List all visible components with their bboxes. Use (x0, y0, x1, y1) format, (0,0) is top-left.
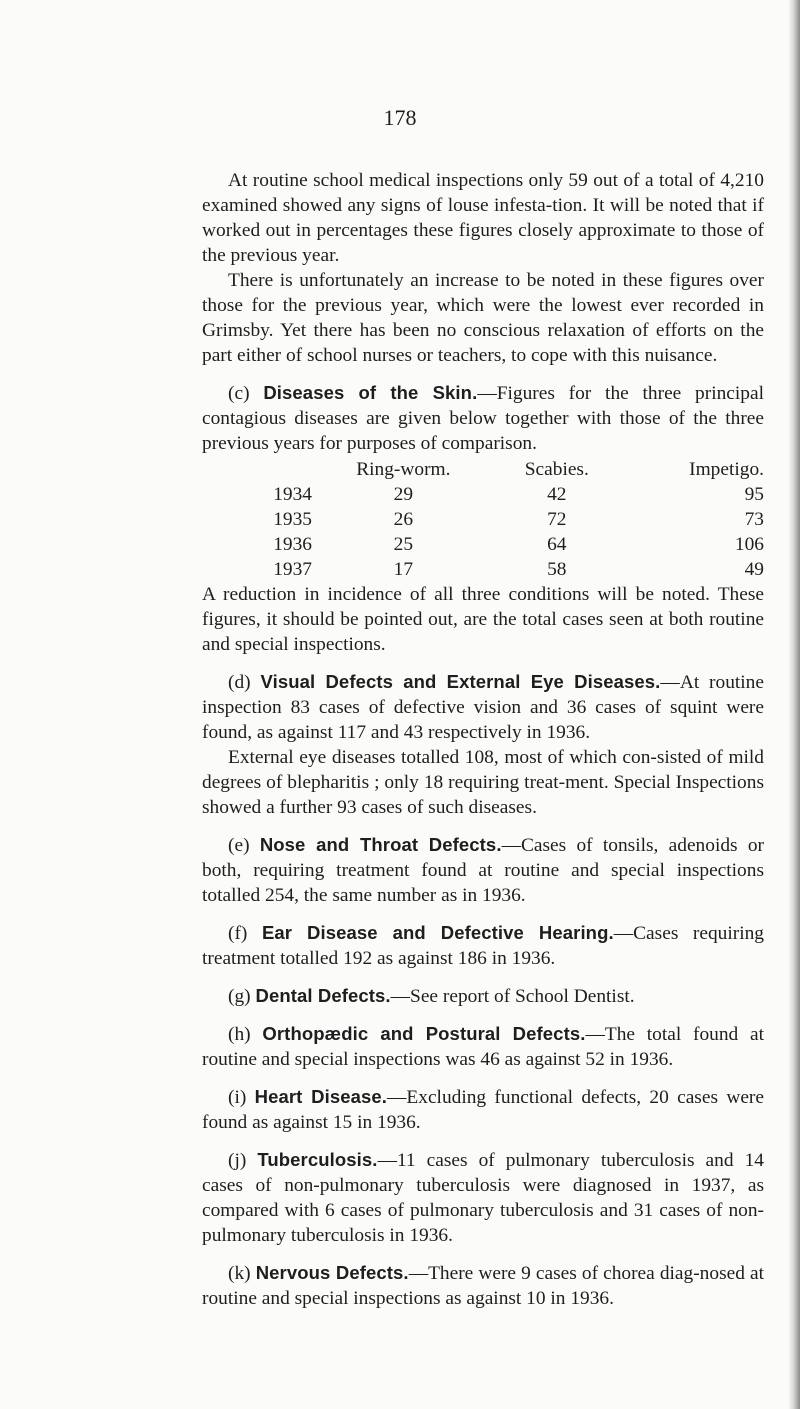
section-nose-throat (202, 832, 764, 908)
section-heading-heart: Heart Disease. (254, 1086, 388, 1107)
section-heading-nose: Nose and Throat Defects. (259, 834, 502, 855)
table-header-row (202, 457, 764, 482)
section-label: (e) (228, 835, 250, 856)
table-row (202, 557, 764, 582)
section-text: —See report of School Dentist. (390, 986, 635, 1007)
section-heart-disease (202, 1084, 764, 1135)
section-orthopaedic (202, 1021, 764, 1072)
section-label: (h) (228, 1024, 251, 1045)
paragraph-external-eye: External eye diseases totalled 108, most of which con-sisted of mild degrees of blepharitis ; only 18 requiring treat-ment. Special Inspections showed a further 93 cases of such diseases. (202, 747, 764, 818)
section-label: (i) (228, 1087, 247, 1108)
section-heading-tb: Tuberculosis. (257, 1149, 378, 1170)
table-header-scabies: Scabies. (524, 459, 589, 480)
table-cell-ringworm: 17 (393, 559, 414, 580)
section-text: —Figures for the three principal contagious diseases are given below together with those of the three previous years for purposes of comparison. (202, 383, 764, 454)
section-label: (j) (228, 1150, 247, 1171)
section-heading-visual: Visual Defects and External Eye Diseases. (260, 671, 661, 692)
section-skin-diseases (202, 380, 764, 456)
section-label: (c) (228, 383, 250, 404)
section-label: (d) (228, 672, 251, 693)
section-ear-disease (202, 920, 764, 971)
paragraph-louse-infestation: At routine school medical inspections only 59 out of a total of 4,210 examined showed any signs of louse infesta-tion. It will be noted that if worked out in percentages these figures closely approximate to those of the previous year. (202, 170, 764, 266)
skin-diseases-table (202, 457, 764, 582)
table-cell-scabies: 64 (547, 534, 567, 555)
table-cell-impetigo: 49 (744, 559, 764, 580)
section-heading-skin: Diseases of the Skin. (263, 382, 478, 403)
section-visual-defects (202, 669, 764, 745)
section-label: (f) (228, 923, 248, 944)
table-cell-year: 1936 (273, 534, 312, 555)
table-row (202, 507, 764, 532)
section-heading-ortho: Orthopædic and Postural Defects. (262, 1023, 586, 1044)
page-number: 178 (383, 105, 417, 130)
table-cell-ringworm: 29 (393, 484, 414, 505)
paragraph-louse-increase: There is unfortunately an increase to be noted in these figures over those for the previous year, which were the lowest ever recorded in Grimsby. Yet there has been no conscious relaxation of efforts on the part either of school nurses or teachers, to cope with this nuisance. (202, 270, 764, 366)
paragraph-skin-reduction: A reduction in incidence of all three conditions will be noted. These figures, it should be pointed out, are the total cases seen at both routine and special inspections. (202, 584, 764, 655)
table-cell-impetigo: 73 (744, 509, 764, 530)
section-label: (g) (228, 986, 251, 1007)
table-row (202, 532, 764, 557)
table-cell-scabies: 42 (547, 484, 567, 505)
section-text: —11 cases of pulmonary tuberculosis and 14 cases of non-pulmonary tuberculosis were diagnosed in 1937, as compared with 6 cases of pulmonary tuberculosis and 31 cases of non-pulmonary tuberculosis in 1936. (202, 1150, 764, 1246)
page-body (202, 168, 764, 1311)
table-cell-scabies: 72 (547, 509, 567, 530)
table-cell-year: 1937 (273, 559, 312, 580)
table-header-year (202, 457, 312, 482)
section-text: —At routine inspection 83 cases of defective vision and 36 cases of squint were found, as against 117 and 43 respectively in 1936. (202, 672, 764, 743)
table-cell-year: 1935 (273, 509, 312, 530)
section-heading-ear: Ear Disease and Defective Hearing. (261, 922, 614, 943)
section-label: (k) (228, 1263, 251, 1284)
section-heading-dental: Dental Defects. (255, 985, 391, 1006)
section-tuberculosis (202, 1147, 764, 1248)
table-header-impetigo: Impetigo. (689, 459, 764, 480)
section-nervous-defects (202, 1260, 764, 1311)
table-header-ringworm: Ring-worm. (356, 459, 451, 480)
section-heading-nervous: Nervous Defects. (255, 1262, 409, 1283)
section-text: —Excluding functional defects, 20 cases were found as against 15 in 1936. (202, 1087, 764, 1133)
section-dental-defects (202, 983, 764, 1009)
table-cell-impetigo: 95 (744, 484, 764, 505)
table-cell-scabies: 58 (547, 559, 567, 580)
table-cell-impetigo: 106 (734, 534, 764, 555)
section-text: —Cases requiring treatment totalled 192 as against 186 in 1936. (202, 923, 765, 969)
section-text: —There were 9 cases of chorea diag-nosed at routine and special inspections as against 10 in 1936. (202, 1263, 764, 1309)
section-text: —The total found at routine and special inspections was 46 as against 52 in 1936. (202, 1024, 764, 1070)
table-row (202, 482, 764, 507)
table-cell-ringworm: 26 (393, 509, 414, 530)
section-text: —Cases of tonsils, adenoids or both, requiring treatment found at routine and special inspections totalled 254, the same number as in 1936. (202, 835, 764, 906)
table-cell-year: 1934 (273, 484, 312, 505)
table-cell-ringworm: 25 (393, 534, 414, 555)
page-edge-shadow (788, 0, 800, 1409)
